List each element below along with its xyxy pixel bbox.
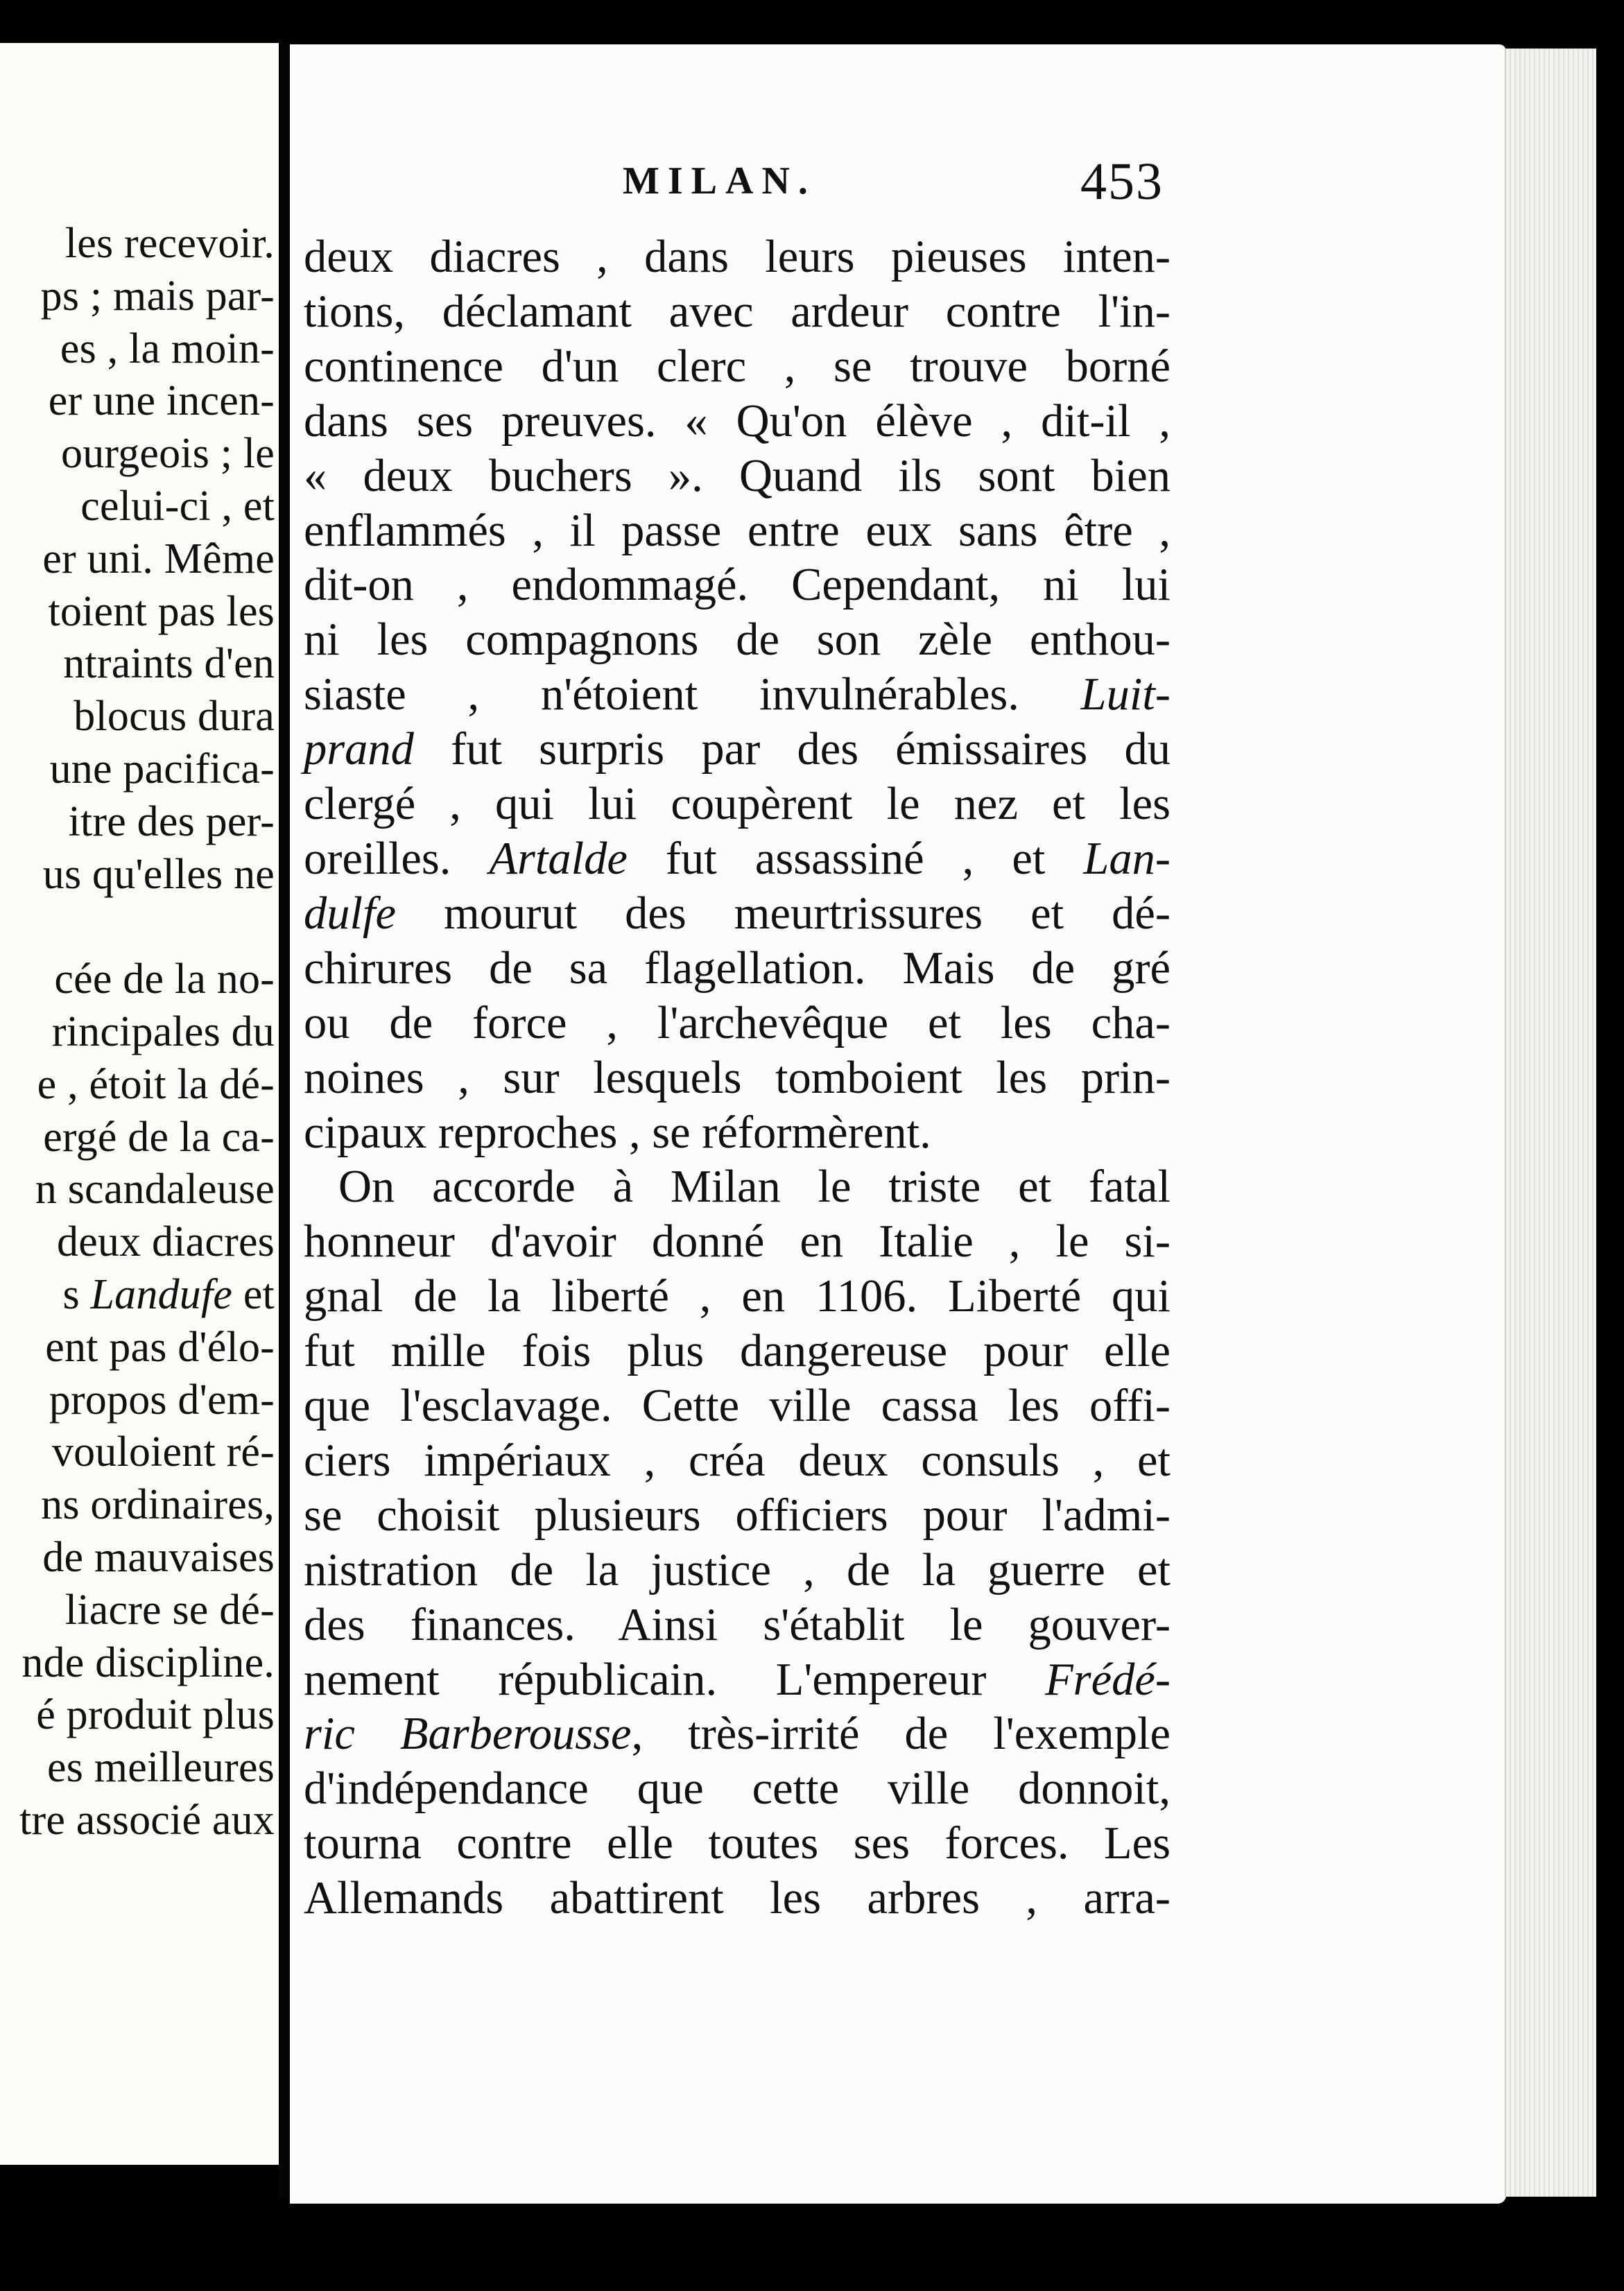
left-page-line: ps ; mais par- <box>40 272 275 320</box>
left-page-line: ent pas d'élo- <box>45 1323 275 1371</box>
left-page-line: de mauvaises <box>42 1533 275 1581</box>
left-page-line: deux diacres <box>57 1218 275 1266</box>
text-line <box>304 942 1171 996</box>
text-line <box>304 1270 1171 1324</box>
left-page-text <box>0 218 275 1847</box>
text-run: honneur d'avoir donné en Italie , le si- <box>304 1216 1171 1268</box>
text-run: tourna contre elle toutes ses forces. Les <box>304 1818 1171 1869</box>
text-run: se choisit plusieurs officiers pour l'admi- <box>304 1489 1171 1541</box>
text-run: clergé , qui lui coupèrent le nez et les <box>304 779 1171 830</box>
left-page-line: es meilleures <box>47 1744 275 1792</box>
left-page-line: liacre se dé- <box>64 1586 275 1634</box>
text-run: des finances. Ainsi s'établit le gouver- <box>304 1599 1171 1650</box>
left-page-line: ntraints d'en <box>63 640 275 688</box>
text-run: gnal de la liberté , en 1106. Liberté qui <box>304 1271 1171 1322</box>
text-line <box>304 832 1171 887</box>
left-page-line: une pacifica- <box>49 745 275 793</box>
text-line <box>304 1817 1171 1871</box>
text-run: fut surpris par des émissaires du <box>413 724 1171 775</box>
left-page-line: nde discipline. <box>21 1639 275 1686</box>
text-line <box>304 1653 1171 1708</box>
text-line <box>304 996 1171 1051</box>
text-run: dans ses preuves. « Qu'on élève , dit-il , <box>304 395 1171 447</box>
right-page <box>290 44 1506 2204</box>
left-page-line: é produit plus <box>36 1691 275 1739</box>
text-run: ciers impériaux , créa deux consuls , et <box>304 1435 1171 1486</box>
text-line <box>304 1434 1171 1489</box>
text-run: siaste , n'étoient invulnérables. <box>304 669 1081 720</box>
left-page-line: tre associé aux <box>19 1796 275 1844</box>
left-page-line: rincipales du <box>51 1008 275 1055</box>
left-page-line: ergé de la ca- <box>43 1113 275 1161</box>
text-line <box>304 1871 1171 1926</box>
text-line <box>304 1379 1171 1434</box>
right-page-text <box>304 230 1171 1926</box>
italic-name: dulfe <box>304 888 396 939</box>
running-head <box>290 152 1506 214</box>
left-page-line: er une incen- <box>48 377 275 425</box>
text-run: chirures de sa flagellation. Mais de gré <box>304 942 1171 994</box>
text-run: deux diacres , dans leurs pieuses inten- <box>304 232 1171 282</box>
text-run: ou de force , l'archevêque et les cha- <box>304 997 1171 1048</box>
text-run: continence d'un clerc , se trouve borné <box>304 340 1171 392</box>
left-page-line: les recevoir. <box>64 220 275 267</box>
text-line <box>304 887 1171 942</box>
text-line <box>304 1762 1171 1817</box>
text-run: noines , sur lesquels tomboient les prin- <box>304 1052 1171 1103</box>
text-line <box>304 1106 1171 1161</box>
page-edges <box>1505 49 1596 2197</box>
left-page-line <box>0 901 275 953</box>
left-page-line: n scandaleuse <box>35 1166 275 1213</box>
left-page-line: us qu'elles ne <box>42 850 275 898</box>
left-page <box>0 43 279 2165</box>
italic-name: Artalde <box>489 833 628 884</box>
text-run: « deux buchers ». Quand ils sont bien <box>304 450 1171 501</box>
text-line <box>304 613 1171 668</box>
text-run: oreilles. <box>304 833 490 884</box>
text-run: tions, déclamant avec ardeur contre l'in- <box>304 286 1171 337</box>
left-page-line: celui-ci , et <box>80 482 275 530</box>
italic-name: Frédé- <box>1045 1654 1171 1705</box>
left-page-line: propos d'em- <box>49 1376 275 1424</box>
left-page-line: e , étoit la dé- <box>37 1060 275 1108</box>
text-run: fut mille fois plus dangereuse pour elle <box>304 1326 1171 1377</box>
text-run: Allemands abattirent les arbres , arra- <box>304 1873 1171 1924</box>
left-page-line: er uni. Même <box>42 535 275 582</box>
page-number: 453 <box>1080 153 1164 211</box>
text-line <box>304 340 1171 395</box>
text-run: enflammés , il passe entre eux sans être , <box>304 505 1171 556</box>
text-line <box>304 1489 1171 1544</box>
left-page-line: toient pas les <box>48 587 275 635</box>
text-run: d'indépendance que cette ville donnoit, <box>304 1763 1171 1815</box>
text-line <box>304 1544 1171 1598</box>
left-page-line: ns ordinaires, <box>41 1481 275 1529</box>
italic-name: Luit- <box>1080 669 1171 720</box>
left-page-line: s Landufe et <box>62 1270 275 1318</box>
left-page-line: ourgeois ; le <box>61 430 275 478</box>
text-run: nement républicain. L'empereur <box>304 1654 1046 1705</box>
text-run: dit-on , endommagé. Cependant, ni lui <box>304 560 1171 611</box>
text-line <box>304 285 1171 340</box>
italic-name: Lan- <box>1083 833 1171 884</box>
text-line <box>304 395 1171 449</box>
left-page-line: vouloient ré- <box>51 1428 275 1476</box>
text-line <box>304 230 1171 285</box>
text-line <box>304 558 1171 613</box>
text-run: , très-irrité de l'exemple <box>631 1709 1171 1760</box>
left-page-line: blocus dura <box>74 693 275 741</box>
text-line <box>304 723 1171 777</box>
left-page-line: cée de la no- <box>54 956 275 1003</box>
text-run: On accorde à Milan le triste et fatal <box>338 1161 1171 1213</box>
italic-name: ric Barberousse <box>304 1709 632 1760</box>
left-page-line: itre des per- <box>68 797 275 845</box>
text-line <box>304 1051 1171 1106</box>
text-run: mourut des meurtrissures et dé- <box>395 888 1171 939</box>
left-page-line: es , la moin- <box>60 325 275 372</box>
text-run: cipaux reproches , se réformèrent. <box>304 1107 931 1158</box>
text-run: que l'esclavage. Cette ville cassa les offi- <box>304 1381 1171 1432</box>
text-run: fut assassiné , et <box>627 833 1084 884</box>
text-line <box>304 777 1171 832</box>
text-line <box>304 1215 1171 1270</box>
text-line <box>304 1160 1171 1215</box>
italic-name: prand <box>304 724 414 775</box>
text-line <box>304 504 1171 559</box>
text-line <box>304 1598 1171 1653</box>
running-head-title: MILAN. <box>623 159 816 202</box>
text-line <box>304 1707 1171 1762</box>
text-run: ni les compagnons de son zèle enthou- <box>304 614 1171 666</box>
text-line <box>304 1324 1171 1379</box>
text-run: nistration de la justice , de la guerre et <box>304 1544 1171 1596</box>
text-line <box>304 668 1171 723</box>
text-line <box>304 449 1171 504</box>
